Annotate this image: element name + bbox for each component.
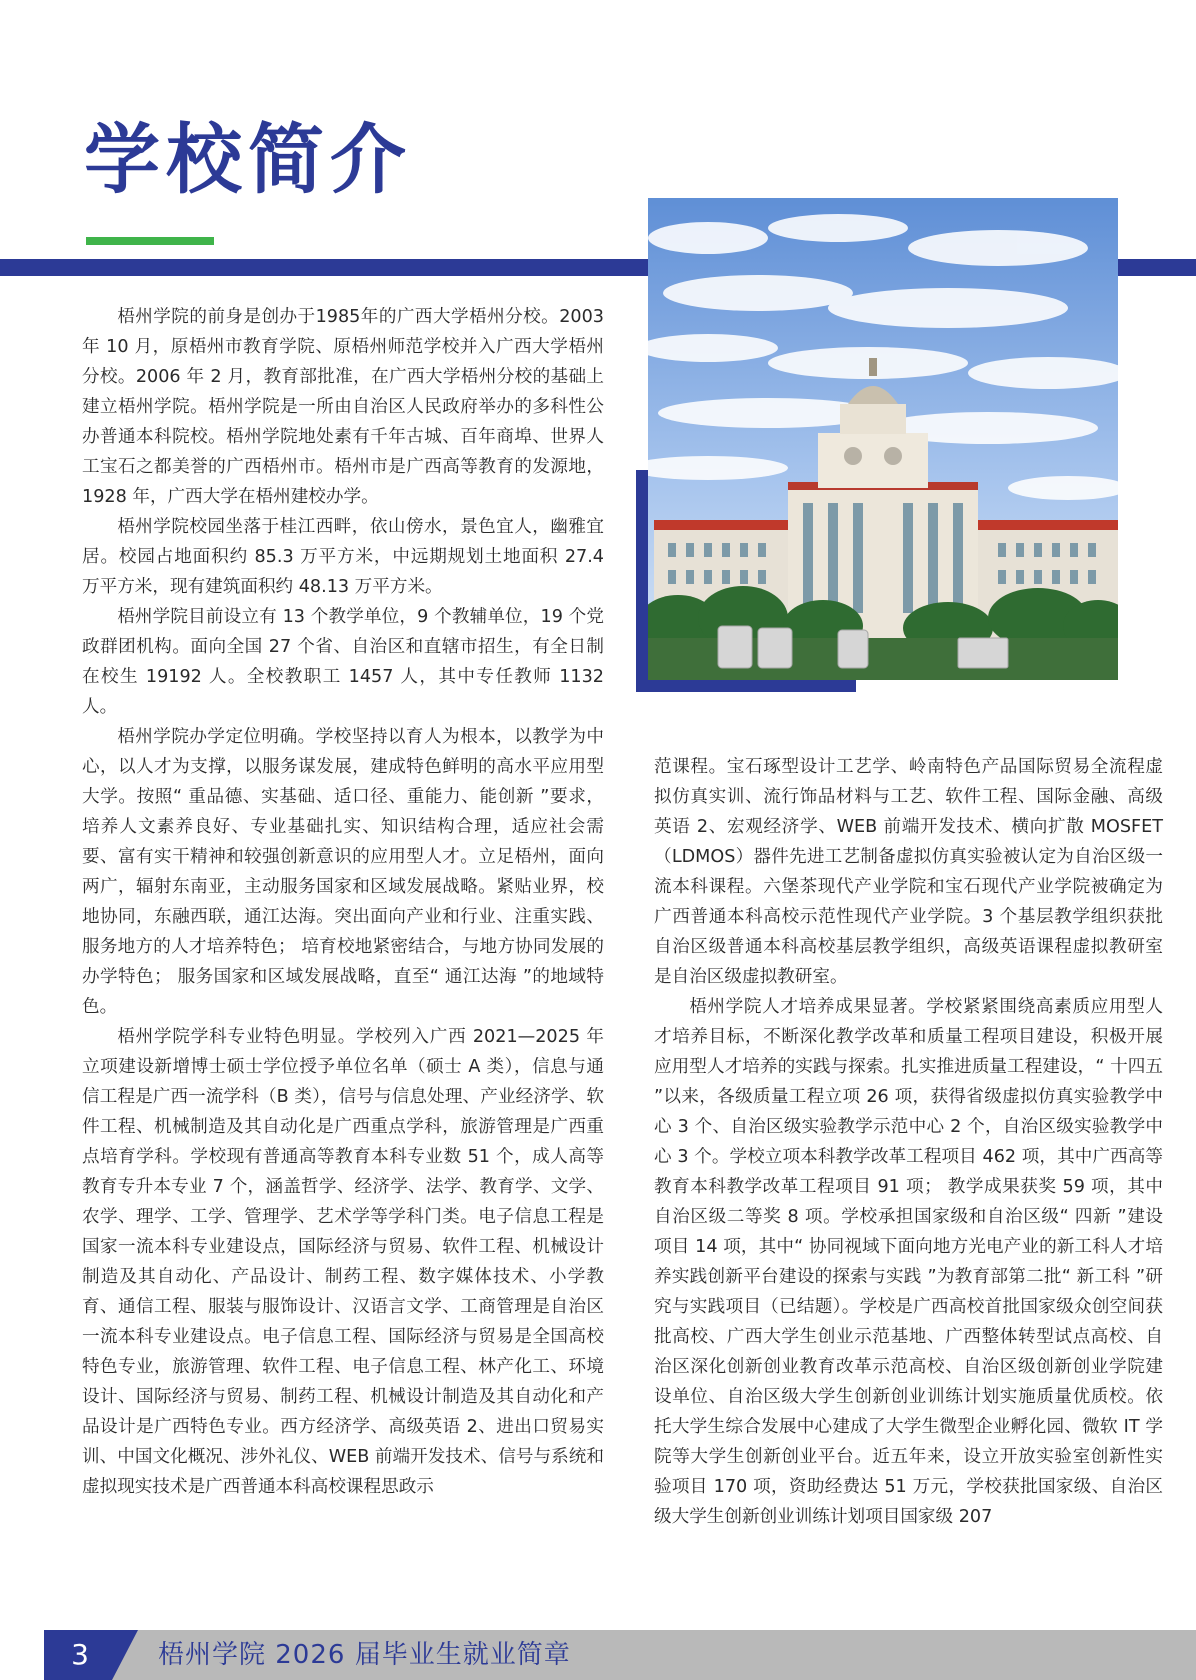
right-text-column <box>654 752 1163 1532</box>
campus-building-photo <box>648 198 1118 680</box>
paragraph-talent-training: 梧州学院人才培养成果显著。学校紧紧围绕高素质应用型人才培养目标，不断深化教学改革和质量工程项目建设，积极开展应用型人才培养的实践与探索。扎实推进质量工程建设，“ 十四五 ”以来，各级质量工程立项 26 项，获得省级虚拟仿真实验教学中心 3 个、自治区级实验教学示范中心 2 个，自治区级实验教学中心 3 个。学校立项本科教学改革工程项目 462 项，其中广西高等教育本科教学改革工程项目 91 项； 教学成果获奖 59 项，其中自治区级二等奖 8 项。学校承担国家级和自治区级“ 四新 ”建设项目 14 项，其中“ 协同视域下面向地方光电产业的新工科人才培养实践创新平台建设的探索与实践 ”为教育部第二批“ 新工科 ”研究与实践项目（已结题）。学校是广西高校首批国家级众创空间获批高校、广西大学生创业示范基地、广西整体转型试点高校、自治区深化创新创业教育改革示范高校、自治区级创新创业学院建设单位、自治区级大学生创新创业训练计划实施质量优质校。依托大学生综合发展中心建成了大学生微型企业孵化园、微软 IT 学院等大学生创新创业平台。近五年来，设立开放实验室创新性实验项目 170 项，资助经费达 51 万元，学校获批国家级、自治区级大学生创新创业训练计划项目国家级 207 <box>654 997 1163 1527</box>
header-rule-right <box>1118 259 1196 276</box>
paragraph-scale: 梧州学院目前设立有 13 个教学单位，9 个教辅单位，19 个党政群团机构。面向全国 27 个省、自治区和直辖市招生，有全日制在校生 19192 人。全校教职工 1457 人，其中专任教师 1132 人。 <box>82 607 604 717</box>
paragraph-disciplines: 梧州学院学科专业特色明显。学校列入广西 2021—2025 年立项建设新增博士硕士学位授予单位名单（硕士 A 类），信息与通信工程是广西一流学科（B 类），信号与信息处理、产业经济学、软件工程、机械制造及其自动化是广西重点学科，旅游管理是广西重点培育学科。学校现有普通高等教育本科专业数 51 个，成人高等教育专升本专业 7 个，涵盖哲学、经济学、法学、教育学、文学、农学、理学、工学、管理学、艺术学等学科门类。电子信息工程是国家一流本科专业建设点，国际经济与贸易、软件工程、机械设计制造及其自动化、产品设计、制药工程、数字媒体技术、小学教育、通信工程、服装与服饰设计、汉语言文学、工商管理是自治区一流本科专业建设点。电子信息工程、国际经济与贸易是全国高校特色专业，旅游管理、软件工程、电子信息工程、林产化工、环境设计、国际经济与贸易、制药工程、机械设计制造及其自动化和产品设计是广西特色专业。西方经济学、高级英语 2、进出口贸易实训、中国文化概况、涉外礼仪、WEB 前端开发技术、信号与系统和虚拟现实技术是广西普通本科高校课程思政示 <box>82 1027 604 1497</box>
page-number: 3 <box>71 1638 89 1671</box>
footer-document-title: 梧州学院 2026 届毕业生就业简章 <box>158 1640 571 1670</box>
header-rule-left <box>0 259 648 276</box>
left-text-column <box>82 302 604 1502</box>
photo-frame-vertical <box>636 470 648 692</box>
title-underline <box>86 237 214 245</box>
photo-frame-horizontal <box>636 680 856 692</box>
paragraph-history: 梧州学院的前身是创办于1985年的广西大学梧州分校。2003 年 10 月，原梧州市教育学院、原梧州师范学校并入广西大学梧州分校。2006 年 2 月，教育部批准，在广西大学梧州分校的基础上建立梧州学院。梧州学院是一所由自治区人民政府举办的多科性公办普通本科院校。梧州学院地处素有千年古城、百年商埠、世界人工宝石之都美誉的广西梧州市。梧州市是广西高等教育的发源地，1928 年，广西大学在梧州建校办学。 <box>82 307 604 507</box>
page-title: 学校简介 <box>84 115 412 204</box>
paragraph-disciplines-continued: 范课程。宝石琢型设计工艺学、岭南特色产品国际贸易全流程虚拟仿真实训、流行饰品材料与工艺、软件工程、国际金融、高级英语 2、宏观经济学、WEB 前端开发技术、横向扩散 MOSFET（LDMOS）器件先进工艺制备虚拟仿真实验被认定为自治区级一流本科课程。六堡茶现代产业学院和宝石现代产业学院被确定为广西普通本科高校示范性现代产业学院。3 个基层教学组织获批自治区级普通本科高校基层教学组织，高级英语课程虚拟教研室是自治区级虚拟教研室。 <box>654 757 1163 987</box>
paragraph-positioning: 梧州学院办学定位明确。学校坚持以育人为根本，以教学为中心，以人才为支撑，以服务谋发展，建成特色鲜明的高水平应用型大学。按照“ 重品德、实基础、适口径、重能力、能创新 ”要求，培养人文素养良好、专业基础扎实、知识结构合理，适应社会需要、富有实干精神和较强创新意识的应用型人才。立足梧州，面向两广，辐射东南亚，主动服务国家和区域发展战略。紧贴业界，校地协同，东融西联，通江达海。突出面向产业和行业、注重实践、服务地方的人才培养特色； 培育校地紧密结合，与地方协同发展的办学特色； 服务国家和区域发展战略，直至“ 通江达海 ”的地域特色。 <box>82 727 604 1017</box>
paragraph-campus: 梧州学院校园坐落于桂江西畔，依山傍水，景色宜人，幽雅宜居。校园占地面积约 85.3 万平方米，中远期规划土地面积 27.4 万平方米，现有建筑面积约 48.13 万平方米。 <box>82 517 604 597</box>
